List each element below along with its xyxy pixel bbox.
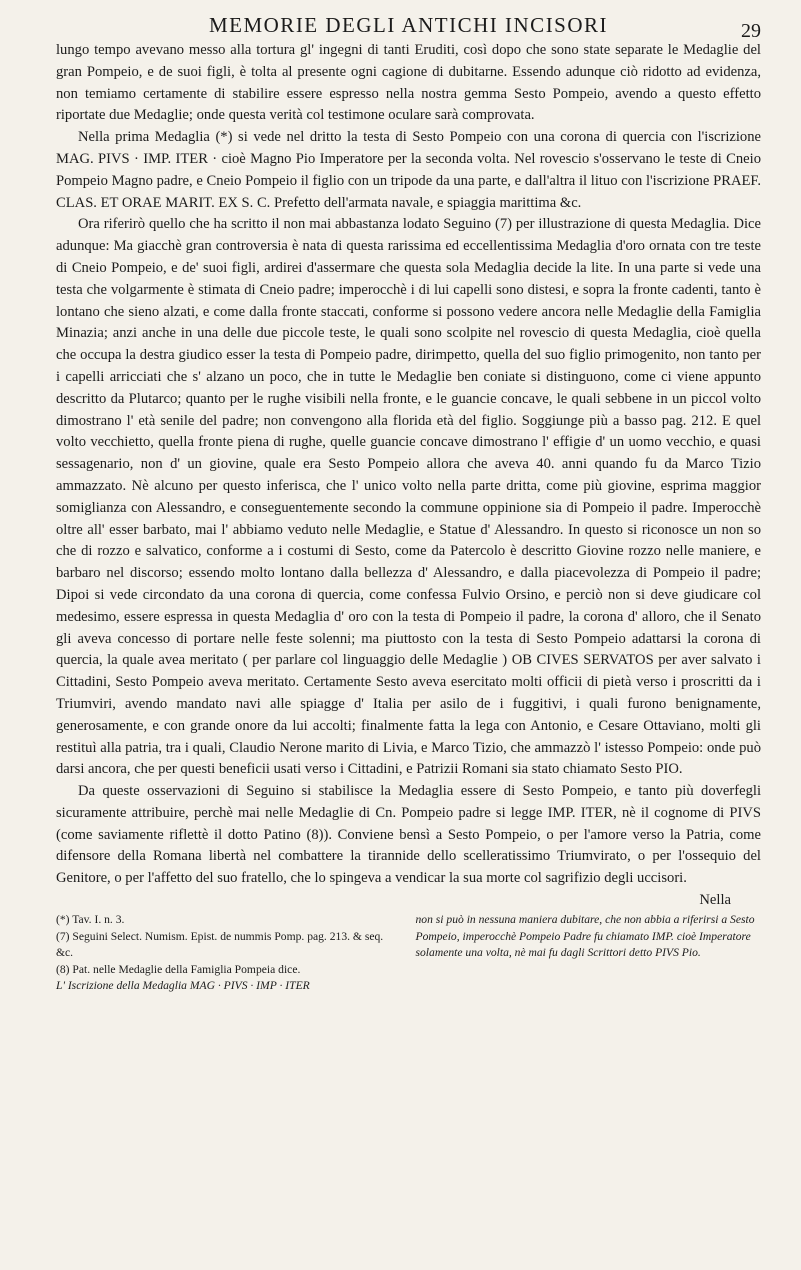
footnote: L' Iscrizione della Medaglia MAG · PIVS · IMP · ITER <box>56 979 310 993</box>
footnote: (*) Tav. I. n. 3. <box>56 913 125 927</box>
body-text <box>56 40 761 890</box>
footnote: (8) Pat. nelle Medaglie della Famiglia Pompeia dice. <box>56 962 301 976</box>
paragraph: Ora riferirò quello che ha scritto il non mai abbastanza lodato Seguino (7) per illustrazione di questa Medaglia. Dice adunque: Ma giacchè gran controversia è nata di questa rarissima ed eccellentissima Medaglia d'oro ornata con tre teste di Cneio Pompeio, e de' suoi figli, ardirei d'assermare che questa sola Medaglia decide la lite. In una parte si vede una testa che volgarmente è stimata di Cneio padre; imperocchè i di lui capelli sono distesi, e sopra la fronte cadenti, tanto è lontano che sieno alzati, e come dalla fronte staccati, conforme si possono vedere ancora nelle Medaglie della Famiglia Minazia; anzi anche in una delle due piccole teste, le quali sono scolpite nel rovescio di questa Medaglia, cioè quella che occupa la destra giudico esser la testa di Pompeio padre, dirimpetto, quella del suo figlio primogenito, non tanto per i capelli arricciati che s' alzano un poco, che in tutte le Medaglie ben coniate si distinguono, come ci viene appunto descritto da Plutarco; quanto per le rughe visibili nella fronte, e le guancie concave, le quali sebbene in un piccol volto dimostrano l' età senile del padre; non convengono alla florida età del figlio. Soggiunge più a basso pag. 212. E quel volto vecchietto, quella fronte piena di rughe, quelle guancie concave dimostrano l' effigie d' un uomo vecchio, e quasi sessagenario, non d' un giovine, quale era Sesto Pompeio allora che aveva 40. anni quando fu da Marco Tizio ammazzato. Nè alcuno per questo inferisca, che l' unico volto nella parte dritta, come più giovine, esprima maggior somiglianza con Alessandro, e conseguentemente secondo la commune oppinione sia di Pompeio il padre. Imperocchè oltre all' esser barbato, mai l' abbiamo veduto nelle Medaglie, e Statue d' Alessandro. In questo si riconosce un non so che di rozzo e salvatico, conforme a i costumi di Sesto, come da Patercolo è descritto Giovine rozzo nelle maniere, e barbaro nel discorso; essendo molto lontano dalla bellezza d' Alessandro, e dalla piacevolezza di Pompeio il padre; Dipoi si vede circondato da una corona di quercia, come confessa Fulvio Orsino, e perciò non si deve giudicare col medesimo, essere espressa in questa Medaglia d' oro con la testa di Pompeio il padre, la corona d' alloro, che il Senato gli aveva concesso di portare nelle feste solenni; ma piuttosto con la testa di Sesto Pompeio adattarsi la corona di quercia, la quale avea meritato ( per parlare col linguaggio delle Medaglie ) OB CIVES SERVATOS per aver salvato i Cittadini, Sesto Pompeio aveva meritato. Certamente Sesto aveva esercitato molti officii di pietà verso i proscritti da i Triumviri, avendo mandato navi alle spiagge d' Italia per asilo de i fuggitivi, i quali furono benignamente, generosamente, e con grande onore da lui accolti; finalmente fatta la lega con Antonio, e Cesare Ottaviano, molti gli restituì alla patria, tra i quali, Claudio Nerone marito di Livia, e Marco Tizio, che ammazzò l' istesso Pompeio: onde può darsi ancora, che per questi beneficii usati verso i Cittadini, e Patrizii Romani sia stato chiamato Sesto PIO. <box>56 216 761 778</box>
footnotes-right-column <box>416 912 762 995</box>
page-number: 29 <box>741 20 761 42</box>
paragraph: Nella prima Medaglia (*) si vede nel dritto la testa di Sesto Pompeio con una corona di quercia con l'iscrizione MAG. PIVS · IMP. ITER · cioè Magno Pio Imperatore per la seconda volta. Nel rovescio s'osservano le teste di Cneio Pompeio Magno padre, e Cneio Pompeio il figlio con un tripode da una parte, e dall'altra il lituo con l'iscrizione PRAEF. CLAS. ET ORAE MARIT. EX S. C. Prefetto dell'armata navale, e spiaggia marittima &c. <box>56 129 761 211</box>
footnote: non si può in nessuna maniera dubitare, che non abbia a riferirsi a Sesto Pompeio, imperocchè Pompeio Padre fu chiamato IMP. cioè Imperatore solamente una volta, nè mai fu dagli Scrittori detto PIVS Pio. <box>415 913 755 960</box>
footnotes <box>56 912 761 995</box>
footnote: (7) Seguini Select. Numism. Epist. de nummis Pomp. pag. 213. & seq. &c. <box>56 929 384 960</box>
paragraph: Da queste osservazioni di Seguino si stabilisce la Medaglia essere di Sesto Pompeio, e tanto più doverfegli sicuramente attribuire, perchè mai nelle Medaglie di Cn. Pompeio padre si legge IMP. ITER, nè il cognome di PIVS (come saviamente riflettè il dotto Patino (8)). Conviene bensì a Sesto Pompeio, o per l'amore verso la Patria, come difensore della Romana libertà nel combattere la tirannide dello scelleratissimo Triumvirato, o per l'ossequio del Genitore, o per l'affetto del suo fratello, che lo spingeva a vendicar la sua morte col sagrifizio degli uccisori. <box>56 783 761 887</box>
page-header <box>56 10 761 40</box>
catchword: Nella <box>699 892 731 909</box>
paragraph: lungo tempo avevano messo alla tortura gl' ingegni di tanti Eruditi, così dopo che sono state separate le Medaglie del gran Pompeio, e de suoi figli, è tolta al presente ogni cagione di dubitarne. Essendo adunque ciò ridotto ad evidenza, non temiamo certamente di stabilire essere espresso nella nostra gemma Sesto Pompeio, avendo a questo effetto riportate due Medaglie; onde questa verità col testimone oculare sarà comprovata. <box>56 42 761 124</box>
running-title: MEMORIE DEGLI ANTICHI INCISORI <box>208 13 609 37</box>
footnotes-left-column <box>56 912 402 995</box>
